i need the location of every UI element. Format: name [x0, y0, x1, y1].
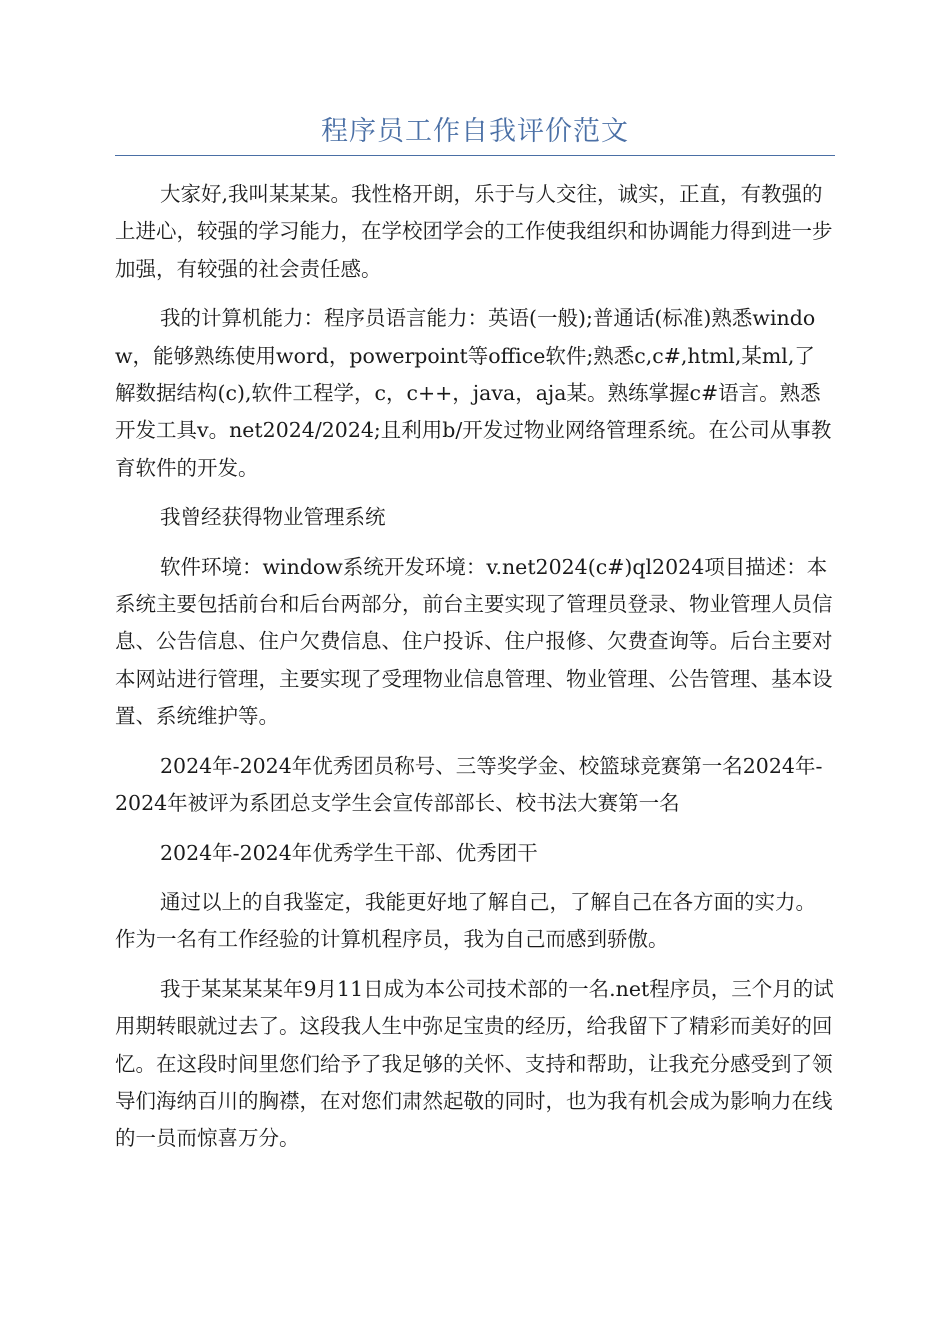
paragraph-computer-skills: 我的计算机能力：程序员语言能力：英语(一般);普通话(标准)熟悉window，能够熟练使用word，powerpoint等office软件;熟悉c,c#,html,某ml,了解数据结构(c),软件工程学，c，c++，java，aja某。熟练掌握c#语言。熟悉开发工具v。net2024/2024;且利用b/开发过物业网络管理系统。在公司从事教育软件的开发。	[115, 306, 832, 480]
document-title: 程序员工作自我评价范文	[321, 116, 629, 147]
paragraph-probation: 我于某某某某年9月11日成为本公司技术部的一名.net程序员，三个月的试用期转眼就过去了。这段我人生中弥足宝贵的经历，给我留下了精彩而美好的回忆。在这段时间里您们给予了我足够的关怀、支持和帮助，让我充分感受到了领导们海纳百川的胸襟，在对您们肃然起敬的同时，也为我有机会成为影响力在线的一员而惊喜万分。	[115, 976, 834, 1151]
title-underline	[115, 155, 835, 156]
paragraph-awards: 2024年-2024年优秀团员称号、三等奖学金、校篮球竞赛第一名2024年-2024年被评为系团总支学生会宣传部部长、校书法大赛第一名	[115, 753, 823, 816]
paragraph-project-description: 软件环境：window系统开发环境：v.net2024(c#)ql2024项目描述：本系统主要包括前台和后台两部分，前台主要实现了管理员登录、物业管理人员信息、公告信息、住户欠费信息、住户投诉、住户报修、欠费查询等。后台主要对本网站进行管理，主要实现了受理物业信息管理、物业管理、公告管理、基本设置、系统维护等。	[115, 554, 833, 729]
paragraph-awards-2: 2024年-2024年优秀学生干部、优秀团干	[160, 840, 538, 865]
document-body	[115, 176, 835, 1170]
paragraph-intro: 大家好,我叫某某某。我性格开朗，乐于与人交往，诚实，正直，有教强的上进心，较强的学习能力，在学校团学会的工作使我组织和协调能力得到进一步加强，有较强的社会责任感。	[115, 182, 833, 281]
paragraph-self-assessment: 通过以上的自我鉴定，我能更好地了解自己，了解自己在各方面的实力。作为一名有工作经验的计算机程序员，我为自己而感到骄傲。	[115, 889, 816, 952]
paragraph-project-heading: 我曾经获得物业管理系统	[160, 505, 386, 530]
